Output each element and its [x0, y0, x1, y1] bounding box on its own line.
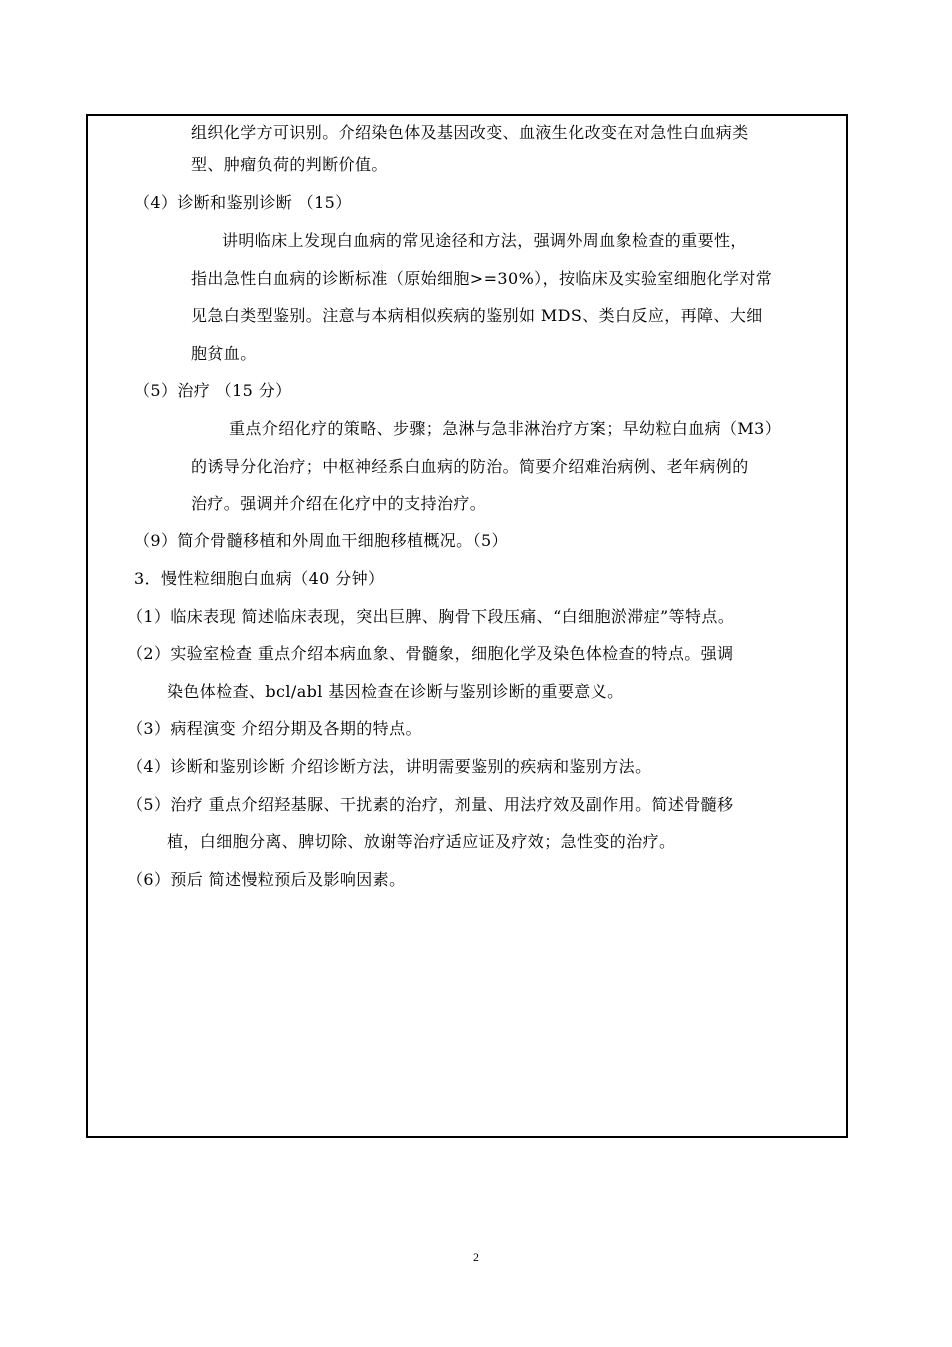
paragraph-line: 见急白类型鉴别。注意与本病相似疾病的鉴别如 MDS、类白反应，再障、大细 — [191, 306, 763, 325]
paragraph-line: （6）预后 简述慢粒预后及影响因素。 — [127, 870, 406, 889]
paragraph-line: 染色体检查、bcl/abl 基因检查在诊断与鉴别诊断的重要意义。 — [167, 682, 624, 701]
section-heading: （9）简介骨髓移植和外周血干细胞移植概况。（5） — [134, 531, 508, 550]
chapter-heading: 3．慢性粒细胞白血病（40 分钟） — [134, 569, 385, 588]
paragraph-line: 重点介绍化疗的策略、步骤；急淋与急非淋治疗方案；早幼粒白血病（M3） — [229, 419, 782, 438]
paragraph-line: 的诱导分化治疗；中枢神经系白血病的防治。简要介绍难治病例、老年病例的 — [191, 457, 749, 476]
paragraph-line: 指出急性白血病的诊断标准（原始细胞>=30%），按临床及实验室细胞化学对常 — [191, 269, 773, 288]
paragraph-line: 植，白细胞分离、脾切除、放谢等治疗适应证及疗效；急性变的治疗。 — [167, 832, 676, 851]
paragraph-line: 型、肿瘤负荷的判断价值。 — [191, 155, 388, 174]
paragraph-line: 胞贫血。 — [191, 344, 257, 363]
section-heading: （5）治疗 （15 分） — [134, 381, 292, 400]
section-heading: （4）诊断和鉴别诊断 （15） — [134, 193, 352, 212]
paragraph-line: 治疗。强调并介绍在化疗中的支持治疗。 — [191, 494, 487, 513]
page-number: 2 — [473, 1250, 479, 1264]
paragraph-line: （1）临床表现 简述临床表现，突出巨脾、胸骨下段压痛、“白细胞淤滞症”等特点。 — [127, 607, 735, 626]
paragraph-line: （5）治疗 重点介绍羟基脲、干扰素的治疗，剂量、用法疗效及副作用。简述骨髓移 — [127, 795, 734, 814]
paragraph-line: （2）实验室检查 重点介绍本病血象、骨髓象，细胞化学及染色体检查的特点。强调 — [127, 644, 734, 663]
paragraph-line: （3）病程演变 介绍分期及各期的特点。 — [127, 719, 422, 738]
paragraph-line: 讲明临床上发现白血病的常见途径和方法，强调外周血象检查的重要性， — [222, 231, 747, 250]
paragraph-line: （4）诊断和鉴别诊断 介绍诊断方法，讲明需要鉴别的疾病和鉴别方法。 — [127, 757, 652, 776]
paragraph-line: 组织化学方可识别。介绍染色体及基因改变、血液生化改变在对急性白血病类 — [191, 123, 749, 142]
